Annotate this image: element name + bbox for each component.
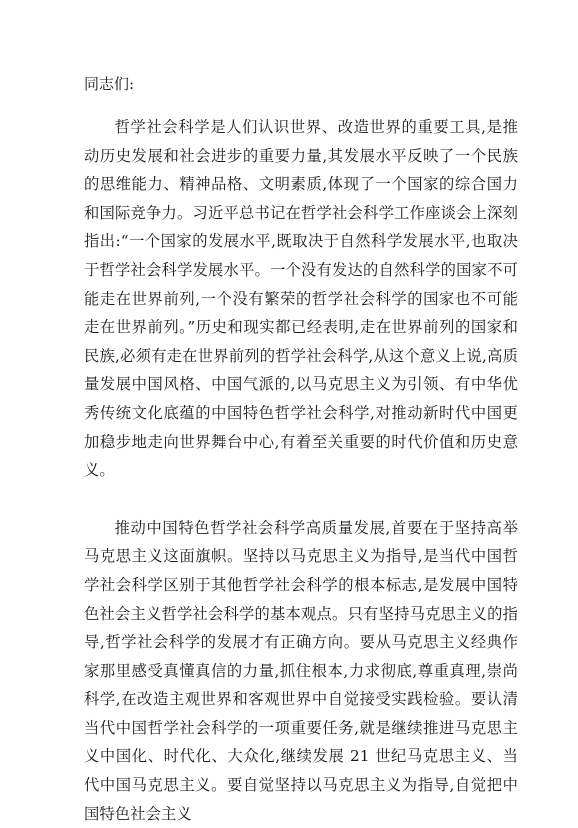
greeting: 同志们: — [84, 75, 135, 93]
paragraph-2: 推动中国特色哲学社会科学高质量发展,首要在于坚持高举马克思主义这面旗帜。坚持以马克思主义为指导,是当代中国哲学社会科学区别于其他哲学社会科学的根本标志,是发展中国特色社会主义哲学社会科学的基本观点。只有坚持马克思主义的指导,哲学社会科学的发展才有正确方向。要从马克思主义经典作家那里感受真懂真信的力量,抓住根本,力求彻底,尊重真理,崇尚科学,在改造主观世界和客观世界中自觉接受实践检验。要认清当代中国哲学社会科学的一项重要任务,就是继续推进马克思主义中国化、时代化、大众化,继续发展 21 世纪马克思主义、当代中国马克思主义。要自觉坚持以马克思主义为指导,自觉把中国特色社会主义 — [84, 518, 518, 823]
paragraph-1: 哲学社会科学是人们认识世界、改造世界的重要工具,是推动历史发展和社会进步的重要力量,其发展水平反映了一个民族的思维能力、精神品格、文明素质,体现了一个国家的综合国力和国际竞争力。习近平总书记在哲学社会科学工作座谈会上深刻指出:“一个国家的发展水平,既取决于自然科学发展水平,也取决于哲学社会科学发展水平。一个没有发达的自然科学的国家不可能走在世界前列,一个没有繁荣的哲学社会科学的国家也不可能走在世界前列。”历史和现实都已经表明,走在世界前列的国家和民族,必须有走在世界前列的哲学社会科学,从这个意义上说,高质量发展中国风格、中国气派的,以马克思主义为引领、有中华优秀传统文化底蕴的中国特色哲学社会科学,对推动新时代中国更加稳步地走向世界舞台中心,有着至关重要的时代价值和历史意义。 — [84, 118, 518, 480]
